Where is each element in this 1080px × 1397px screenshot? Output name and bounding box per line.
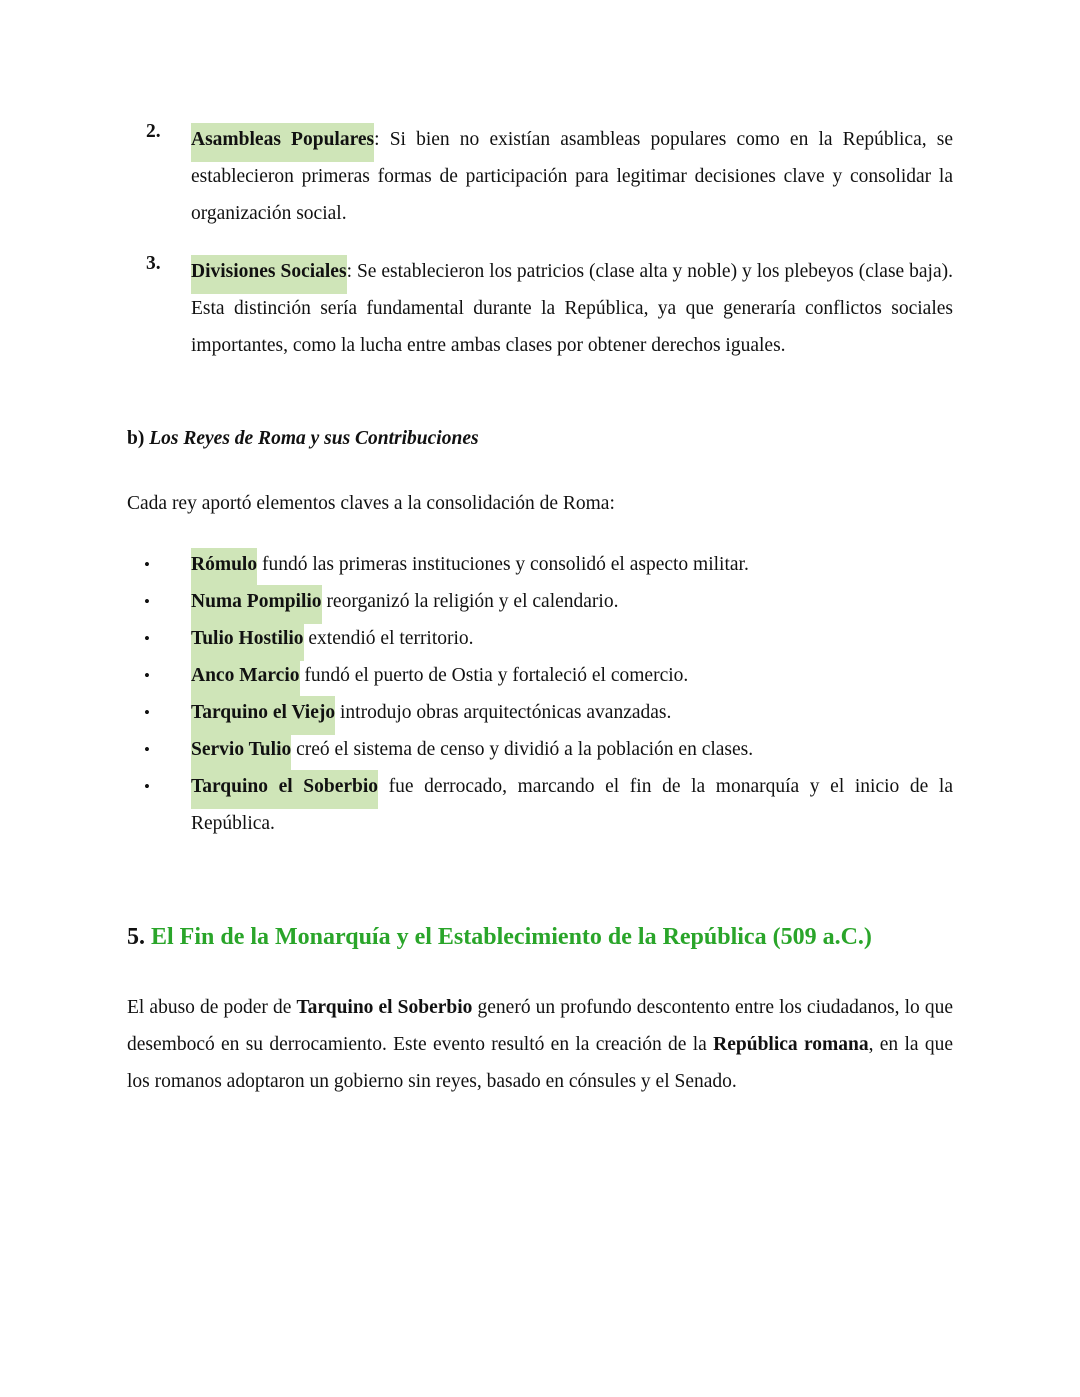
king-name: Numa Pompilio [191, 585, 322, 624]
list-item [127, 694, 953, 731]
item-number: 2. [146, 121, 161, 142]
subsection-prefix: b) [127, 428, 145, 449]
section-number: 5. [127, 924, 145, 950]
intro-text: Cada rey aportó elementos claves a la consolidación de Roma: [127, 493, 615, 514]
paragraph-text: generó un profundo descontento entre los ciudadanos, lo que desembocó en su derrocamiento. Este evento resultó en la creación de la [127, 997, 954, 1055]
bold-term: Tarquino el Soberbio [296, 997, 473, 1018]
numbered-item-asambleas [127, 121, 953, 232]
section-title: El Fin de la Monarquía y el Establecimiento de la República (509 a.C.) [145, 924, 872, 950]
paragraph-text: El abuso de poder de [127, 997, 297, 1018]
list-item [127, 731, 953, 768]
item-text [191, 253, 953, 364]
king-contribution: fue derrocado, marcando el fin de la monarquía y el inicio de la República. [191, 776, 953, 834]
king-contribution: introdujo obras arquitectónicas avanzadas. [335, 702, 672, 723]
bullet-icon: • [144, 555, 150, 574]
king-contribution: extendió el territorio. [303, 628, 474, 649]
item-body: : Se establecieron los patricios (clase alta y noble) y los plebeyos (clase baja). Esta distinción sería fundamental durante la República, ya que generaría conflictos sociales importantes, como la lucha entre ambas clases por obtener derechos iguales. [191, 261, 954, 356]
king-name: Rómulo [191, 548, 257, 587]
king-contribution: fundó el puerto de Ostia y fortaleció el comercio. [299, 665, 689, 686]
subsection-title: Los Reyes de Roma y sus Contribuciones [149, 428, 479, 449]
list-item [127, 768, 953, 842]
king-name: Tarquino el Viejo [191, 696, 335, 735]
numbered-item-divisiones [127, 253, 953, 364]
king-name: Anco Marcio [191, 659, 300, 698]
item-text [191, 121, 953, 232]
king-name: Servio Tulio [191, 733, 291, 772]
bold-term: República romana [713, 1034, 869, 1055]
king-contribution: reorganizó la religión y el calendario. [321, 591, 619, 612]
highlighted-term: Asambleas Populares [191, 123, 374, 162]
item-body: : Si bien no existían asambleas populares como en la República, se establecieron primeras formas de participación para legitimar decisiones clave y consolidar la organización social. [191, 129, 953, 224]
highlighted-term: Divisiones Sociales [191, 255, 347, 294]
bullet-icon: • [144, 629, 150, 648]
list-item [127, 620, 953, 657]
item-number: 3. [146, 253, 161, 274]
subsection-heading [127, 428, 479, 450]
king-name: Tarquino el Soberbio [191, 770, 378, 809]
list-item [127, 583, 953, 620]
bullet-icon: • [144, 703, 150, 722]
bullet-icon: • [144, 740, 150, 759]
list-item [127, 657, 953, 694]
closing-paragraph [127, 989, 953, 1100]
bullet-icon: • [144, 666, 150, 685]
section-heading [127, 924, 872, 951]
king-contribution: creó el sistema de censo y dividió a la población en clases. [291, 739, 754, 760]
bullet-icon: • [144, 592, 150, 611]
king-contribution: fundó las primeras instituciones y consolidó el aspecto militar. [257, 554, 749, 575]
paragraph-text: , en la que los romanos adoptaron un gobierno sin reyes, basado en cónsules y el Senado. [127, 1034, 953, 1092]
bullet-icon: • [144, 777, 150, 796]
king-name: Tulio Hostilio [191, 622, 304, 661]
list-item [127, 546, 953, 583]
kings-list [127, 546, 953, 842]
